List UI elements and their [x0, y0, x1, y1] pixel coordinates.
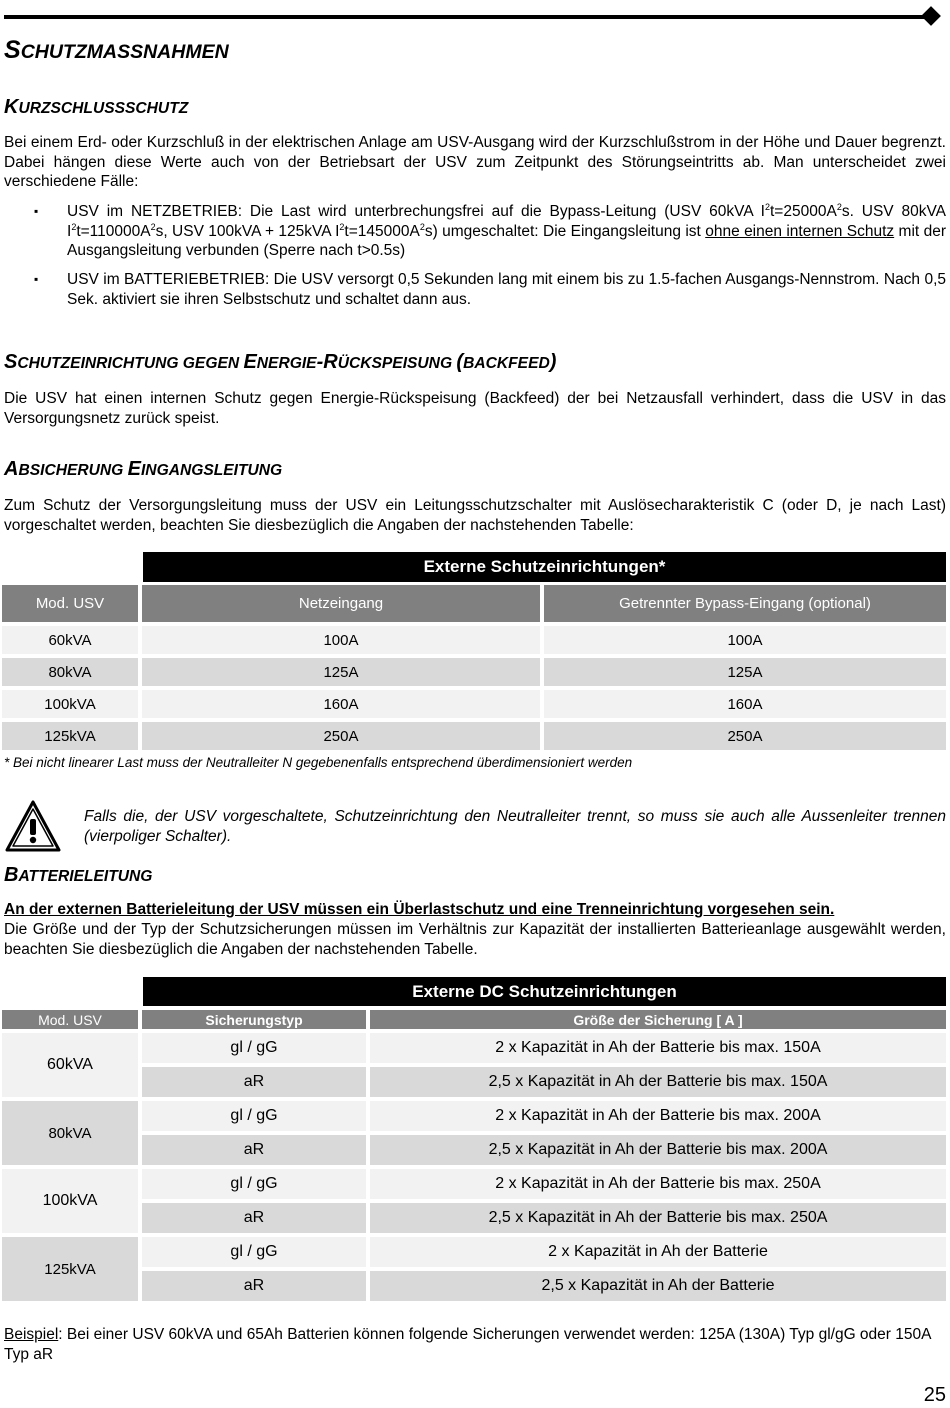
batterie-requirement: An der externen Batterieleitung der USV müssen ein Überlastschutz und eine Trenneinrichtung vorgesehen sein.: [4, 901, 835, 918]
table1-cell: 100kVA: [2, 690, 138, 718]
absicherung-text: Zum Schutz der Versorgungsleitung muss der USV ein Leitungsschutzschalter mit Auslösecharakteristik C (oder D, je nach Last) vorgeschaltet werden, beachten Sie diesbezüglich die Angaben der nachstehenden Tabelle:: [4, 497, 946, 534]
table2-model-cell: 100kVA: [2, 1169, 138, 1233]
table1-header-model: Mod. USV: [2, 585, 138, 622]
top-rule-diamond: [921, 6, 941, 26]
table2-cell: aR: [142, 1203, 366, 1233]
backfeed-text: Die USV hat einen internen Schutz gegen Energie-Rückspeisung (Backfeed) der bei Netzausfall verhindert, dass die USV in das Versorgungsnetz zurück speist.: [4, 390, 946, 427]
table1-header-netz: Netzeingang: [142, 585, 540, 622]
bullet-marker: ▪: [34, 204, 39, 218]
table2-cell: 2,5 x Kapazität in Ah der Batterie bis max. 250A: [370, 1203, 946, 1233]
table2-cell: gl / gG: [142, 1169, 366, 1199]
table1-cell: 125A: [544, 658, 946, 686]
table1-cell: 60kVA: [2, 626, 138, 654]
table1-cell: 100A: [544, 626, 946, 654]
heading-absicherung: ABSICHERUNG EINGANGSLEITUNG: [4, 458, 283, 480]
kurz-intro: Bei einem Erd- oder Kurzschluß in der elektrischen Anlage am USV-Ausgang wird der Kurzschlußstrom in der Höhe und Dauer begrenzt. Dabei hängen diese Werte auch von der Betriebsart der USV zum Zeitpunkt des Störungseintritts ab. Man unterscheidet zwei verschiedene Fälle:: [4, 134, 946, 190]
batterie-text: Die Größe und der Typ der Schutzsicherungen müssen im Verhältnis zur Kapazität der installierten Batterieanlage ausgewählt werden, beachten Sie diesbezüglich die Angaben der nachstehenden Tabelle.: [4, 921, 946, 958]
table2-cell: 2 x Kapazität in Ah der Batterie bis max. 250A: [370, 1169, 946, 1199]
table2-cell: 2,5 x Kapazität in Ah der Batterie bis max. 200A: [370, 1135, 946, 1165]
table2-title: Externe DC Schutzeinrichtungen: [143, 977, 946, 1006]
heading-kurzschlussschutz: KURZSCHLUSSSCHUTZ: [4, 96, 189, 118]
beispiel-text: Beispiel: Bei einer USV 60kVA und 65Ah Batterien können folgende Sicherungen verwendet werden: 125A (130A) Typ gl/gG oder 150A Typ aR: [4, 1326, 931, 1363]
table1-title: Externe Schutzeinrichtungen*: [143, 552, 946, 582]
table1-cell: 125A: [142, 658, 540, 686]
table2-cell: aR: [142, 1135, 366, 1165]
table1-cell: 160A: [544, 690, 946, 718]
table2-cell: 2,5 x Kapazität in Ah der Batterie: [370, 1271, 946, 1301]
heading-backfeed: SCHUTZEINRICHTUNG GEGEN ENERGIE-RÜCKSPEISUNG (BACKFEED): [4, 351, 557, 373]
table1-cell: 125kVA: [2, 722, 138, 750]
table2-cell: gl / gG: [142, 1033, 366, 1063]
top-rule: [4, 15, 926, 19]
table1-cell: 80kVA: [2, 658, 138, 686]
table2-cell: 2 x Kapazität in Ah der Batterie bis max. 200A: [370, 1101, 946, 1131]
table1-cell: 160A: [142, 690, 540, 718]
table2-cell: aR: [142, 1271, 366, 1301]
table2-header-type: Sicherungstyp: [142, 1010, 366, 1029]
table2-model-cell: 80kVA: [2, 1101, 138, 1165]
beispiel-label: Beispiel: [4, 1326, 59, 1343]
table2-cell: 2 x Kapazität in Ah der Batterie bis max. 150A: [370, 1033, 946, 1063]
table1-cell: 250A: [544, 722, 946, 750]
table2-model-cell: 60kVA: [2, 1033, 138, 1097]
table1-cell: 100A: [142, 626, 540, 654]
table2-model-cell: 125kVA: [2, 1237, 138, 1301]
table2-header-model: Mod. USV: [2, 1010, 138, 1029]
table2-cell: 2 x Kapazität in Ah der Batterie: [370, 1237, 946, 1267]
bullet-marker: ▪: [34, 272, 39, 286]
table2-cell: gl / gG: [142, 1237, 366, 1267]
table2-header-size: Größe der Sicherung [ A ]: [370, 1010, 946, 1029]
heading-batterieleitung: BATTERIELEITUNG: [4, 864, 153, 886]
bullet-netzbetrieb-text: USV im NETZBETRIEB: Die Last wird unterbrechungsfrei auf die Bypass-Leitung (USV 60kVA $I^2t=25000A^2s$. USV 80kVA $I^2t=110000A^2s$, USV 100kVA + 125kVA $I^2t=145000A^2s$) umgeschaltet: Die Eingangsleitung ist ohne einen internen Schutz mit der Ausgangsleitung verbunden (Sperre nach t>0.5s): [67, 201, 946, 259]
table1-header-bypass: Getrennter Bypass-Eingang (optional): [544, 585, 946, 622]
page-number: 25: [923, 1384, 946, 1406]
table1-cell: 250A: [142, 722, 540, 750]
table1-footnote: * Bei nicht linearer Last muss der Neutralleiter N gegebenenfalls entsprechend überdimensioniert werden: [4, 755, 633, 770]
warning-triangle-icon: [4, 799, 62, 853]
warning-text: Falls die, der USV vorgeschaltete, Schutzeinrichtung den Neutralleiter trennt, so muss sie auch alle Aussenleiter trennen (vierpoliger Schalter).: [84, 808, 946, 845]
table2-cell: 2,5 x Kapazität in Ah der Batterie bis max. 150A: [370, 1067, 946, 1097]
bullet-batteriebetrieb-text: USV im BATTERIEBETRIEB: Die USV versorgt 0,5 Sekunden lang mit einem bis zu 1.5-fachen Ausgangs-Nennstrom. Nach 0,5 Sek. aktiviert sie ihren Selbstschutz und schaltet dann aus.: [67, 271, 946, 308]
page-title: SCHUTZMASSNAHMEN: [4, 36, 229, 64]
table2-cell: aR: [142, 1067, 366, 1097]
table2-cell: gl / gG: [142, 1101, 366, 1131]
